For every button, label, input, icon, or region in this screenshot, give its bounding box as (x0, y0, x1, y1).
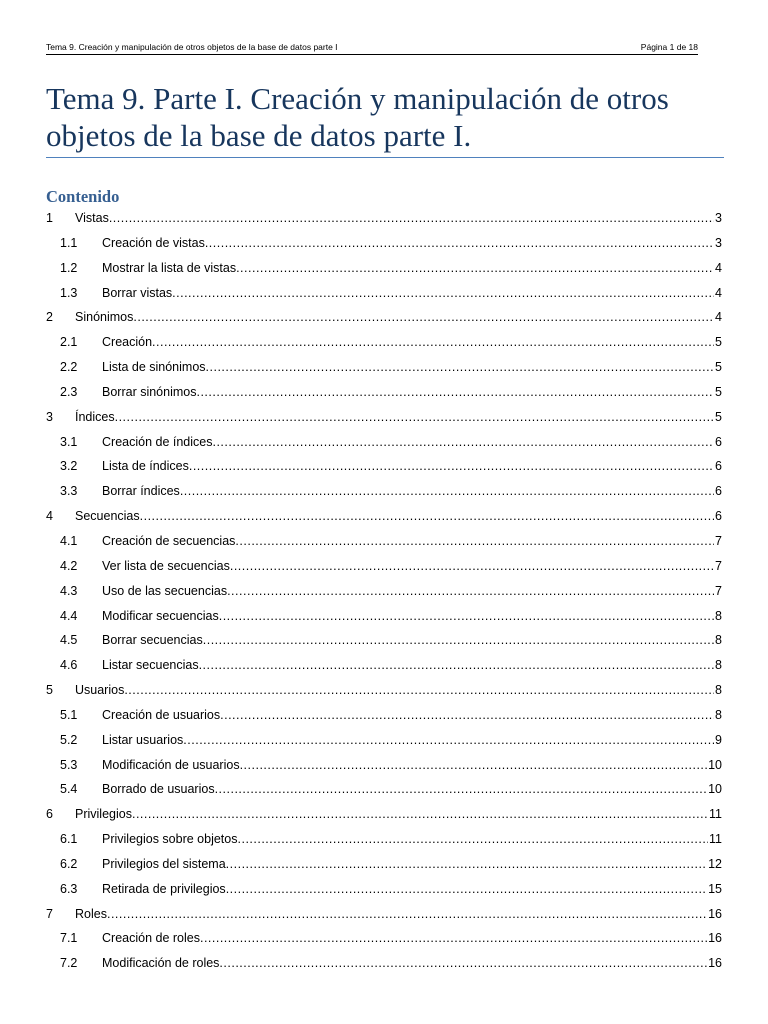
toc-entry-number: 7.1 (60, 931, 78, 946)
toc-entry-page: 8 (715, 658, 722, 673)
toc-entry[interactable] (46, 284, 722, 309)
toc-entry-number: 1.2 (60, 260, 78, 275)
toc-dot-leader (206, 358, 715, 376)
toc-entry-label: Creación (102, 335, 153, 350)
toc-dot-leader (203, 631, 714, 649)
toc-entry-label: Modificación de usuarios (102, 757, 240, 772)
toc-entry[interactable] (46, 333, 722, 358)
toc-entry-page: 4 (715, 285, 722, 300)
toc-entry[interactable] (46, 905, 722, 930)
toc-entry-number: 4.5 (60, 633, 78, 648)
toc-entry[interactable] (46, 482, 722, 507)
toc-entry-label: Índices (75, 409, 115, 424)
toc-entry[interactable] (46, 681, 722, 706)
toc-dot-leader (109, 209, 714, 227)
title-underline (46, 157, 724, 158)
toc-entry-page: 12 (708, 856, 722, 871)
toc-dot-leader (236, 259, 714, 277)
toc-entry-label: Roles (75, 906, 107, 921)
toc-entry-label: Uso de las secuencias (102, 583, 228, 598)
toc-entry-number: 3 (46, 409, 53, 424)
toc-entry-label: Borrar secuencias (102, 633, 203, 648)
toc-entry[interactable] (46, 259, 722, 284)
page-number: Página 1 de 18 (640, 42, 698, 52)
toc-entry-number: 1.3 (60, 285, 78, 300)
toc-dot-leader (172, 284, 714, 302)
toc-dot-leader (235, 532, 714, 550)
toc-entry-page: 11 (709, 807, 722, 822)
toc-entry[interactable] (46, 607, 722, 632)
toc-heading: Contenido (46, 187, 120, 206)
toc-entry[interactable] (46, 880, 722, 905)
toc-entry-number: 3.1 (60, 434, 78, 449)
toc-entry-label: Sinónimos (75, 310, 134, 325)
toc-entry-label: Secuencias (75, 509, 140, 524)
table-of-contents (46, 209, 722, 979)
toc-entry-number: 5 (46, 683, 53, 698)
toc-entry-label: Ver lista de secuencias (102, 558, 230, 573)
toc-dot-leader (124, 681, 714, 699)
toc-entry[interactable] (46, 756, 722, 781)
toc-entry-number: 2 (46, 310, 53, 325)
toc-entry-page: 3 (715, 235, 722, 250)
running-header (46, 42, 698, 55)
running-header-title: Tema 9. Creación y manipulación de otros objetos de la base de datos parte I (46, 42, 338, 52)
toc-entry-label: Creación de usuarios (102, 707, 221, 722)
toc-entry[interactable] (46, 706, 722, 731)
toc-entry-label: Privilegios del sistema (102, 856, 226, 871)
toc-entry-number: 5.3 (60, 757, 78, 772)
toc-entry-page: 5 (715, 335, 722, 350)
toc-entry-number: 3.2 (60, 459, 78, 474)
toc-entry-label: Creación de secuencias (102, 533, 236, 548)
toc-dot-leader (107, 905, 707, 923)
toc-dot-leader (180, 482, 714, 500)
toc-dot-leader (196, 383, 714, 401)
toc-entry-page: 15 (708, 881, 722, 896)
toc-entry-label: Creación de roles (102, 931, 200, 946)
toc-dot-leader (240, 756, 708, 774)
toc-entry-label: Vistas (75, 211, 109, 225)
toc-entry[interactable] (46, 830, 722, 855)
toc-dot-leader (227, 582, 714, 600)
toc-entry-page: 4 (715, 310, 722, 325)
toc-entry-number: 4.3 (60, 583, 78, 598)
toc-entry[interactable] (46, 457, 722, 482)
toc-dot-leader (152, 333, 714, 351)
toc-entry-number: 6.3 (60, 881, 78, 896)
toc-entry-page: 16 (708, 906, 722, 921)
toc-dot-leader (226, 855, 707, 873)
toc-entry-page: 5 (715, 409, 722, 424)
toc-entry-page: 10 (708, 782, 722, 797)
toc-entry[interactable] (46, 731, 722, 756)
toc-entry-number: 4.2 (60, 558, 78, 573)
toc-entry-page: 6 (715, 459, 722, 474)
toc-entry-number: 5.1 (60, 707, 78, 722)
toc-entry-label: Privilegios (75, 807, 132, 822)
toc-entry-page: 10 (708, 757, 722, 772)
toc-dot-leader (238, 830, 709, 848)
toc-dot-leader (220, 706, 714, 724)
toc-entry[interactable] (46, 358, 722, 383)
toc-entry-number: 1.1 (60, 235, 78, 250)
toc-dot-leader (140, 507, 714, 525)
toc-entry[interactable] (46, 308, 722, 333)
document-title: Tema 9. Parte I. Creación y manipulación de otros objetos de la base de datos parte I. (46, 81, 669, 153)
toc-dot-leader (212, 433, 714, 451)
toc-dot-leader (132, 805, 708, 823)
toc-entry[interactable] (46, 433, 722, 458)
toc-entry[interactable] (46, 209, 722, 234)
toc-entry[interactable] (46, 656, 722, 681)
toc-entry-label: Borrar vistas (102, 285, 173, 300)
toc-entry-page: 8 (715, 633, 722, 648)
toc-dot-leader (230, 557, 714, 575)
toc-entry[interactable] (46, 532, 722, 557)
toc-entry-page: 7 (715, 558, 722, 573)
toc-entry[interactable] (46, 507, 722, 532)
toc-entry-label: Creación de vistas (102, 235, 205, 250)
toc-entry-number: 4.6 (60, 658, 78, 673)
toc-entry-number: 5.4 (60, 782, 78, 797)
toc-dot-leader (133, 308, 714, 326)
toc-entry[interactable] (46, 383, 722, 408)
toc-entry-number: 6.1 (60, 832, 78, 847)
toc-entry-page: 4 (715, 260, 722, 275)
toc-entry-label: Mostrar la lista de vistas (102, 260, 237, 275)
toc-entry-number: 7.2 (60, 956, 78, 971)
toc-entry-label: Borrar sinónimos (102, 384, 197, 399)
toc-entry-number: 2.2 (60, 360, 78, 375)
toc-entry-page: 7 (715, 583, 722, 598)
toc-entry-page: 16 (708, 956, 722, 971)
toc-entry-page: 5 (715, 384, 722, 399)
toc-entry-number: 1 (46, 211, 53, 225)
toc-entry-page: 3 (715, 211, 722, 225)
toc-entry-number: 4.1 (60, 533, 78, 548)
toc-entry[interactable] (46, 408, 722, 433)
toc-entry[interactable] (46, 805, 722, 830)
toc-dot-leader (219, 607, 714, 625)
toc-entry-page: 7 (715, 533, 722, 548)
toc-entry-label: Creación de índices (102, 434, 213, 449)
toc-entry-page: 6 (715, 484, 722, 499)
toc-entry-number: 2.1 (60, 335, 78, 350)
toc-entry-page: 11 (709, 832, 722, 847)
toc-entry-label: Lista de sinónimos (102, 360, 206, 375)
toc-dot-leader (226, 880, 707, 898)
toc-dot-leader (115, 408, 714, 426)
toc-entry-number: 5.2 (60, 732, 78, 747)
toc-entry-page: 5 (715, 360, 722, 375)
toc-dot-leader (189, 457, 714, 475)
toc-entry-label: Listar usuarios (102, 732, 184, 747)
toc-entry-number: 6 (46, 807, 53, 822)
toc-dot-leader (200, 929, 707, 947)
toc-entry-label: Modificar secuencias (102, 608, 219, 623)
toc-dot-leader (183, 731, 714, 749)
toc-dot-leader (199, 656, 714, 674)
toc-entry[interactable] (46, 582, 722, 607)
toc-entry-number: 6.2 (60, 856, 78, 871)
toc-entry-page: 6 (715, 509, 722, 524)
toc-entry-number: 7 (46, 906, 53, 921)
toc-entry-label: Lista de índices (102, 459, 189, 474)
toc-dot-leader (205, 234, 714, 252)
toc-entry[interactable] (46, 780, 722, 805)
toc-entry-label: Retirada de privilegios (102, 881, 226, 896)
toc-entry-label: Listar secuencias (102, 658, 199, 673)
toc-entry-label: Usuarios (75, 683, 125, 698)
toc-dot-leader (219, 954, 707, 972)
toc-entry[interactable] (46, 929, 722, 954)
toc-entry-number: 2.3 (60, 384, 78, 399)
toc-entry-number: 4 (46, 509, 53, 524)
toc-dot-leader (215, 780, 708, 798)
toc-entry-number: 3.3 (60, 484, 78, 499)
toc-entry[interactable] (46, 234, 722, 259)
toc-entry[interactable] (46, 631, 722, 656)
toc-entry-label: Privilegios sobre objetos (102, 832, 238, 847)
toc-entry-label: Borrar índices (102, 484, 180, 499)
toc-entry[interactable] (46, 954, 722, 979)
toc-entry-page: 6 (715, 434, 722, 449)
toc-entry-page: 16 (708, 931, 722, 946)
toc-entry-number: 4.4 (60, 608, 78, 623)
toc-entry-page: 9 (715, 732, 722, 747)
toc-entry-label: Modificación de roles (102, 956, 220, 971)
toc-entry[interactable] (46, 855, 722, 880)
toc-entry-page: 8 (715, 608, 722, 623)
toc-entry-label: Borrado de usuarios (102, 782, 215, 797)
toc-entry-page: 8 (715, 707, 722, 722)
toc-entry[interactable] (46, 557, 722, 582)
toc-entry-page: 8 (715, 683, 722, 698)
